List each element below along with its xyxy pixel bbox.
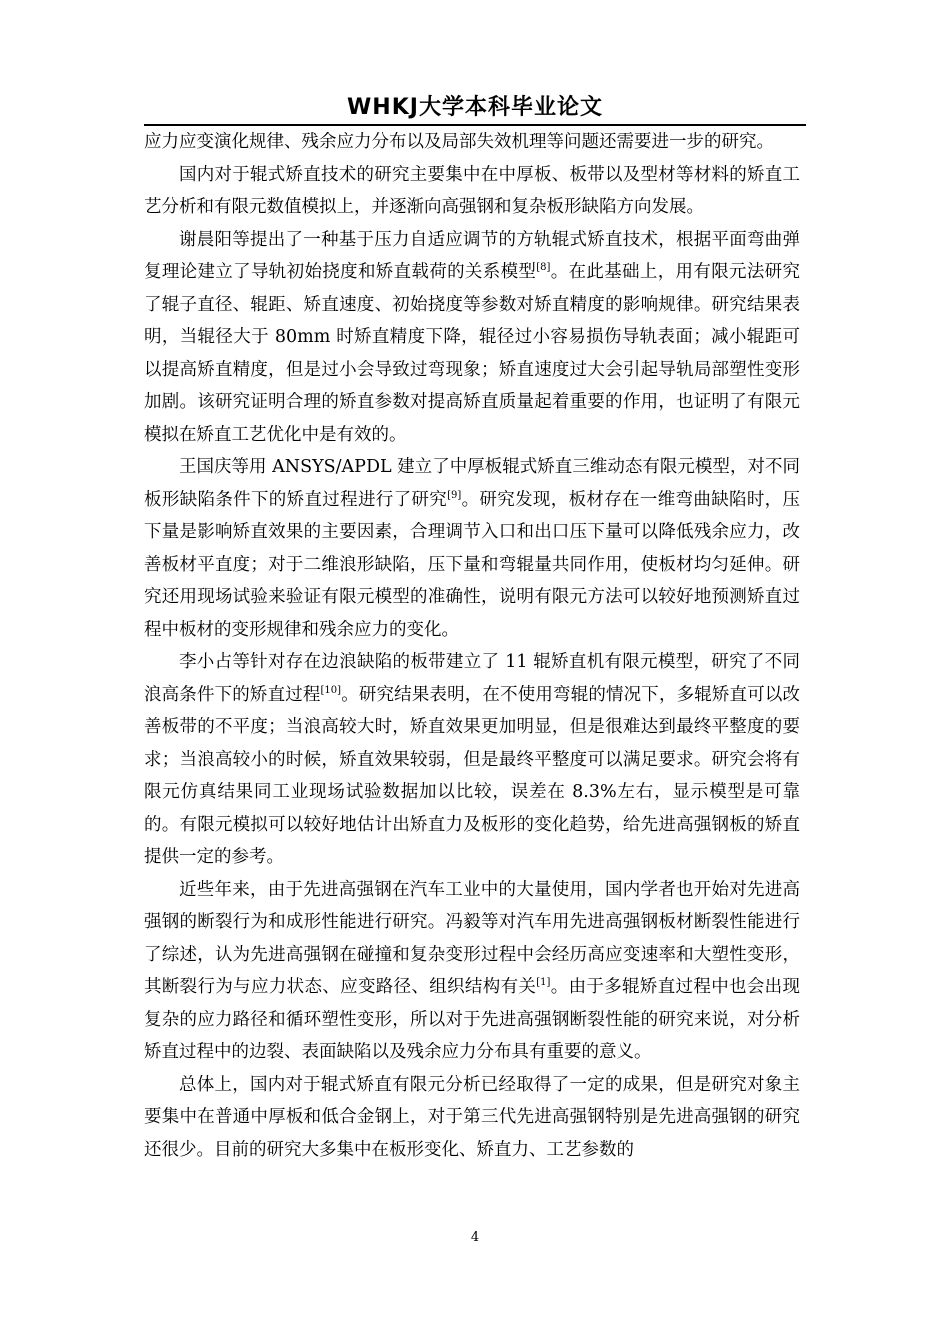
paragraph (144, 1069, 800, 1167)
paragraph (144, 451, 800, 646)
page-header-title: WHKJ大学本科毕业论文 (347, 95, 603, 120)
paragraph-text: 。在此基础上，用有限元法研究了辊子直径、辊距、矫直速度、初始挠度等参数对矫直精度的影响规律。研究结果表明，当辊径大于 80mm 时矫直精度下降，辊径过小容易损伤导轨表面；减小辊距可以提高矫直精度，但是过小会导致过弯现象；矫直速度过大会引起导轨局部塑性变形加剧。该研究证明合理的矫直参数对提高矫直质量起着重要的作用，也证明了有限元模拟在矫直工艺优化中是有效的。 (144, 262, 801, 445)
paragraph-text: 。研究结果表明，在不使用弯辊的情况下，多辊矫直可以改善板带的不平度；当浪高较大时，矫直效果更加明显，但是很难达到最终平整度的要求；当浪高较小的时候，矫直效果较弱，但是最终平整度可以满足要求。研究会将有限元仿真结果同工业现场试验数据加以比较，误差在 8.3%左右，显示模型是可靠的。有限元模拟可以较好地估计出矫直力及板形的变化趋势，给先进高强钢板的矫直提供一定的参考。 (144, 684, 801, 867)
paragraph-text: 总体上，国内对于辊式矫直有限元分析已经取得了一定的成果，但是研究对象主要集中在普通中厚板和低合金钢上，对于第三代先进高强钢特别是先进高强钢的研究还很少。目前的研究大多集中在板形变化、矫直力、工艺参数的 (144, 1074, 800, 1160)
paragraph-text: 李小占等针对存在边浪缺陷的板带建立了 11 辊矫直机有限元模型，研究了不同浪高条件下的矫直过程 (144, 652, 800, 705)
paragraph-text: 王国庆等用 ANSYS/APDL 建立了中厚板辊式矫直三维动态有限元模型，对不同板形缺陷条件下的矫直过程进行了研究 (144, 457, 800, 510)
paragraph-text: 。研究发现，板材存在一维弯曲缺陷时，压下量是影响矫直效果的主要因素，合理调节入口和出口压下量可以降低残余应力，改善板材平直度；对于二维浪形缺陷，压下量和弯辊量共同作用，使板材均匀延伸。研究还用现场试验来验证有限元模型的准确性，说明有限元方法可以较好地预测矫直过程中板材的变形规律和残余应力的变化。 (144, 489, 801, 640)
citation-marker: [1] (536, 977, 551, 989)
paragraph (144, 646, 800, 874)
page-number: 4 (470, 1230, 480, 1245)
paragraph-text: 应力应变演化规律、残余应力分布以及局部失效机理等问题还需要进一步的研究。 (144, 132, 774, 152)
paragraph (144, 874, 800, 1069)
paragraph (144, 224, 800, 452)
paragraph (144, 126, 800, 159)
body-text (144, 126, 800, 1166)
paragraph-text: 谢晨阳等提出了一种基于压力自适应调节的方轨辊式矫直技术，根据平面弯曲弹复理论建立了导轨初始挠度和矫直载荷的关系模型 (144, 229, 800, 282)
citation-marker: [8] (536, 262, 551, 274)
paragraph-text: 近些年来，由于先进高强钢在汽车工业中的大量使用，国内学者也开始对先进高强钢的断裂行为和成形性能进行研究。冯毅等对汽车用先进高强钢板材断裂性能进行了综述，认为先进高强钢在碰撞和复杂变形过程中会经历高应变速率和大塑性变形，其断裂行为与应力状态、应变路径、组织结构有关 (144, 879, 800, 997)
paragraph-text: 。由于多辊矫直过程中也会出现复杂的应力路径和循环塑性变形，所以对于先进高强钢断裂性能的研究来说，对分析矫直过程中的边裂、表面缺陷以及残余应力分布具有重要的意义。 (144, 977, 801, 1062)
paragraph-text: 国内对于辊式矫直技术的研究主要集中在中厚板、板带以及型材等材料的矫直工艺分析和有限元数值模拟上，并逐渐向高强钢和复杂板形缺陷方向发展。 (144, 164, 800, 217)
citation-marker: [9] (447, 489, 462, 501)
paragraph (144, 159, 800, 224)
citation-marker: [10] (320, 684, 342, 696)
